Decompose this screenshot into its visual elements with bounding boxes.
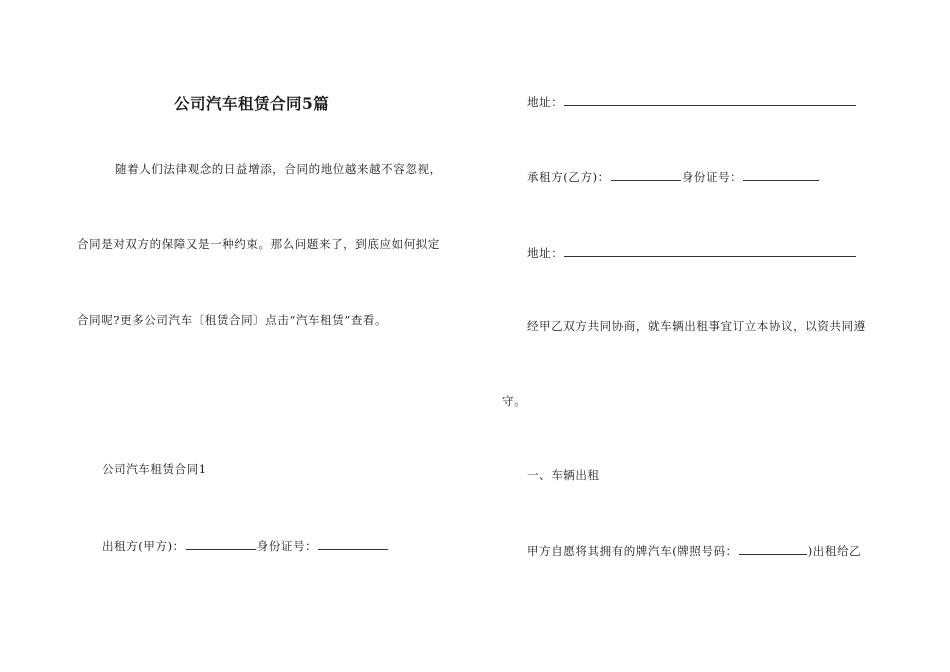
lessee-id-label: 身份证号： [681,170,743,184]
lessee-address-line [527,244,857,261]
intro-line-1: 随着人们法律观念的日益增添，合同的地位越来越不容忽视， [115,162,442,176]
lessee-line [527,168,820,185]
lessee-label: 承租方(乙方)： [527,170,610,184]
agreement-line-2: 守。 [502,394,527,408]
lessor-id-label: 身份证号： [256,539,318,553]
lessee-address-blank [564,244,856,257]
lessee-name-blank [611,168,681,181]
document-title: 公司汽车租赁合同5篇 [174,94,330,113]
lessor-id-blank [318,537,388,550]
intro-line-2: 合同是对双方的保障又是一种约束。那么问题来了，到底应如何拟定 [77,237,440,251]
lessee-address-label: 地址： [527,246,564,260]
lessor-label: 出租方(甲方)： [102,539,185,553]
lessor-line [102,537,389,554]
section-1-text-b: )出租给乙 [807,544,862,558]
lessor-address-blank [564,93,856,106]
contract-heading: 公司汽车租赁合同1 [102,462,207,476]
section-1-text [527,542,861,559]
lessee-id-blank [743,168,819,181]
lessor-address-line [527,93,857,110]
section-1-text-a: 甲方自愿将其拥有的牌汽车(牌照号码： [527,544,738,558]
agreement-line-1: 经甲乙双方共同协商，就车辆出租事宜订立本协议，以资共同遵 [527,319,866,333]
lessor-name-blank [186,537,256,550]
plate-number-blank [739,542,807,555]
section-heading-1: 一、车辆出租 [527,468,600,482]
intro-line-3: 合同呢?更多公司汽车〔租赁合同〕点击“汽车租赁”查看。 [77,313,388,327]
lessor-address-label: 地址： [527,95,564,109]
